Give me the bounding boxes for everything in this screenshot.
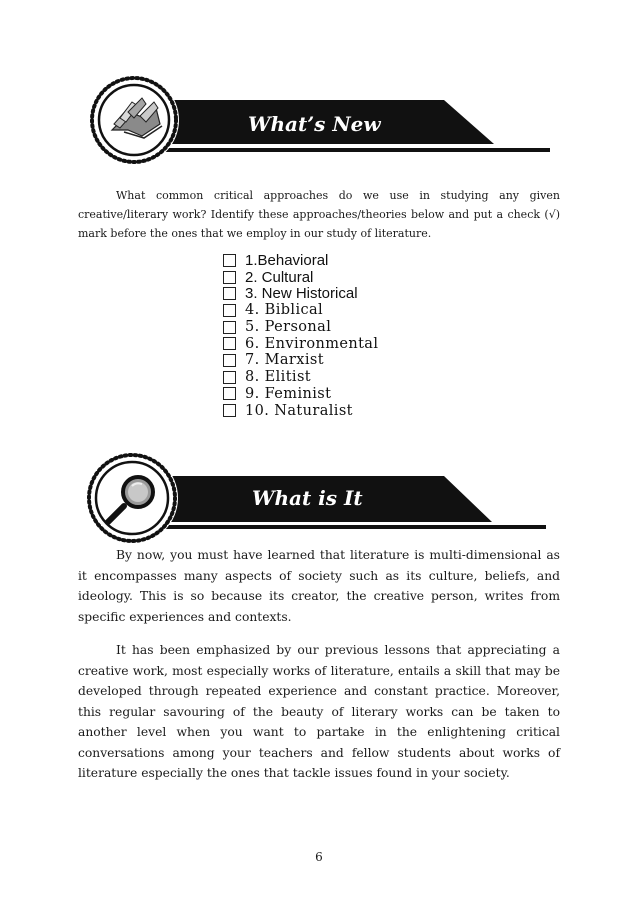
checklist-label: 7. Marxist [245, 352, 324, 369]
what-is-it-banner [84, 448, 554, 558]
checklist-label: 5. Personal [245, 319, 332, 336]
checkbox[interactable] [223, 337, 236, 350]
checklist-label: 1.Behavioral [245, 251, 329, 269]
checklist-item[interactable] [223, 319, 378, 336]
checkbox[interactable] [223, 371, 236, 384]
checklist-item[interactable] [223, 252, 378, 269]
checkbox[interactable] [223, 404, 236, 417]
checkbox[interactable] [223, 254, 236, 267]
checklist-label: 8. Elitist [245, 369, 312, 386]
checklist-item[interactable] [223, 369, 378, 386]
checkbox[interactable] [223, 287, 236, 300]
section-title-what-is-it: What is It [252, 486, 363, 510]
body-paragraph: It has been emphasized by our previous lessons that appreciating a creative work, most especially works of literature, entails a skill that may be developed through repeated experience and constant practice. Moreover, this regular savouring of the beauty of literary works can be taken to another level when you want to partake in the enlightening critical conversations among your teachers and fellow students about works of literature especially the ones that tackle issues found in your society. [78, 643, 560, 780]
whats-new-banner [84, 72, 554, 182]
checkbox[interactable] [223, 321, 236, 334]
checklist-label: 2. Cultural [245, 268, 314, 286]
checkbox[interactable] [223, 304, 236, 317]
checklist-item[interactable] [223, 269, 378, 286]
checkbox[interactable] [223, 271, 236, 284]
approaches-checklist [223, 252, 378, 419]
checkbox[interactable] [223, 387, 236, 400]
checklist-label: 9. Feminist [245, 385, 332, 402]
checklist-label: 3. New Historical [245, 285, 358, 303]
checklist-item[interactable] [223, 402, 378, 419]
checklist-label: 4. Biblical [245, 302, 324, 319]
page-number: 6 [315, 850, 323, 864]
checklist-label: 10. Naturalist [245, 402, 353, 419]
intro-paragraph: What common critical approaches do we use in studying any given creative/literary work? Identify these approaches/theories below and put a check (√) mark before the ones that we employ in our study of literature. [78, 189, 560, 240]
checklist-item[interactable] [223, 302, 378, 319]
checklist-item[interactable] [223, 386, 378, 403]
checklist-label: 6. Environmental [245, 335, 379, 352]
section-title-whats-new: What’s New [248, 112, 381, 136]
checklist-item[interactable] [223, 335, 378, 352]
body-paragraph: By now, you must have learned that literature is multi-dimensional as it encompasses many aspects of society such as its culture, beliefs, and ideology. This is so because its creator, the creative person, writes from specific experiences and contexts. [78, 548, 560, 624]
checklist-item[interactable] [223, 285, 378, 302]
checkbox[interactable] [223, 354, 236, 367]
checklist-item[interactable] [223, 352, 378, 369]
